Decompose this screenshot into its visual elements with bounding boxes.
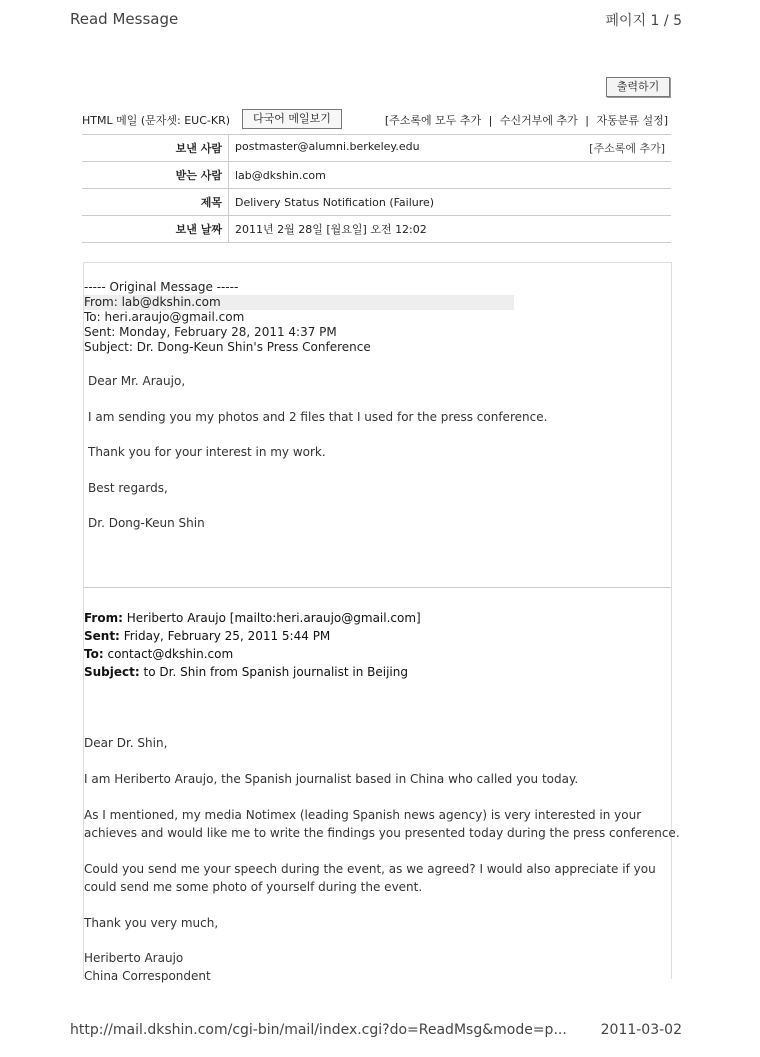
reply-sent-line: [84, 627, 330, 645]
body1-paragraph: I am sending you my photos and 2 files that I used for the press conference.: [88, 410, 548, 424]
reply-subject-label: Subject:: [84, 665, 140, 679]
body2-paragraph: Could you send me your speech during the event, as we agreed? I would also appreciate if you: [84, 862, 656, 876]
reply-sent-label: Sent:: [84, 629, 120, 643]
date-label: 보낸 날짜: [82, 216, 229, 243]
reply-to-line: [84, 645, 233, 663]
body2-paragraph: could send me some photo of yourself during the event.: [84, 880, 423, 894]
from-row: [82, 135, 671, 162]
print-button[interactable]: 출력하기: [606, 77, 670, 97]
body2-greeting: Dear Dr. Shin,: [84, 736, 168, 750]
date-value: 2011년 2월 28일 [월요일] 오전 12:02: [229, 216, 672, 243]
page-indicator: 페이지 1 / 5: [605, 13, 682, 29]
window-title: Read Message: [70, 10, 179, 28]
body1-closing: Best regards,: [88, 481, 168, 495]
reply-to-label: To:: [84, 647, 104, 661]
original-message-header: [84, 280, 514, 355]
body1-paragraph: Thank you for your interest in my work.: [88, 445, 326, 459]
multilang-view-button[interactable]: 다국어 메일보기: [242, 109, 342, 129]
reply-from-value: Heriberto Araujo [mailto:heri.araujo@gmail.com]: [126, 611, 421, 625]
from-value: postmaster@alumni.berkeley.edu: [235, 140, 420, 153]
auto-filter-link[interactable]: 자동분류 설정]: [596, 114, 668, 127]
footer-date: 2011-03-02: [600, 1022, 682, 1038]
add-to-addressbook-link[interactable]: [주소록에 추가]: [589, 142, 665, 155]
body2-signature-name: Heriberto Araujo: [84, 951, 184, 965]
link-separator: |: [488, 114, 493, 127]
subject-label: 제목: [82, 189, 229, 216]
body-divider: [83, 587, 671, 588]
toolbar-links: [383, 112, 670, 128]
body2-paragraph: As I mentioned, my media Notimex (leading Spanish news agency) is very interested in your: [84, 808, 642, 822]
original-subject: Subject: Dr. Dong-Keun Shin's Press Conference: [84, 340, 371, 354]
original-from: From: lab@dkshin.com: [84, 295, 514, 310]
reply-from-line: [84, 609, 421, 627]
reply-from-label: From:: [84, 611, 123, 625]
reply-subject-line: [84, 663, 408, 681]
body1-signature: Dr. Dong-Keun Shin: [88, 516, 205, 530]
body2-paragraph: achieves and would like me to write the findings you presented today during the press conference.: [84, 826, 680, 840]
to-value: lab@dkshin.com: [229, 162, 672, 189]
charset-label: HTML 메일 (문자셋: EUC-KR): [82, 114, 231, 127]
original-to: To: heri.araujo@gmail.com: [84, 310, 245, 324]
reply-sent-value: Friday, February 25, 2011 5:44 PM: [123, 629, 331, 643]
subject-value: Delivery Status Notification (Failure): [229, 189, 672, 216]
add-all-to-addressbook-link[interactable]: [주소록에 모두 추가: [384, 114, 482, 127]
original-divider: ----- Original Message -----: [84, 280, 239, 294]
footer-url: http://mail.dkshin.com/cgi-bin/mail/index.cgi?do=ReadMsg&mode=p...: [70, 1022, 567, 1038]
body1-greeting: Dear Mr. Araujo,: [88, 374, 186, 388]
mail-toolbar: [82, 108, 670, 130]
body2-paragraph: I am Heriberto Araujo, the Spanish journalist based in China who called you today.: [84, 772, 579, 786]
body2-closing: Thank you very much,: [84, 916, 219, 930]
block-sender-link[interactable]: 수신거부에 추가: [499, 114, 578, 127]
body2-signature-title: China Correspondent: [84, 969, 211, 983]
to-row: [82, 162, 671, 189]
from-label: 보낸 사람: [82, 135, 229, 162]
subject-row: [82, 189, 671, 216]
original-sent: Sent: Monday, February 28, 2011 4:37 PM: [84, 325, 337, 339]
link-separator: |: [585, 114, 589, 127]
reply-to-value: contact@dkshin.com: [107, 647, 234, 661]
date-row: [82, 216, 671, 243]
to-label: 받는 사람: [82, 162, 229, 189]
reply-subject-value: to Dr. Shin from Spanish journalist in Beijing: [143, 665, 408, 679]
message-header-table: [82, 134, 671, 243]
